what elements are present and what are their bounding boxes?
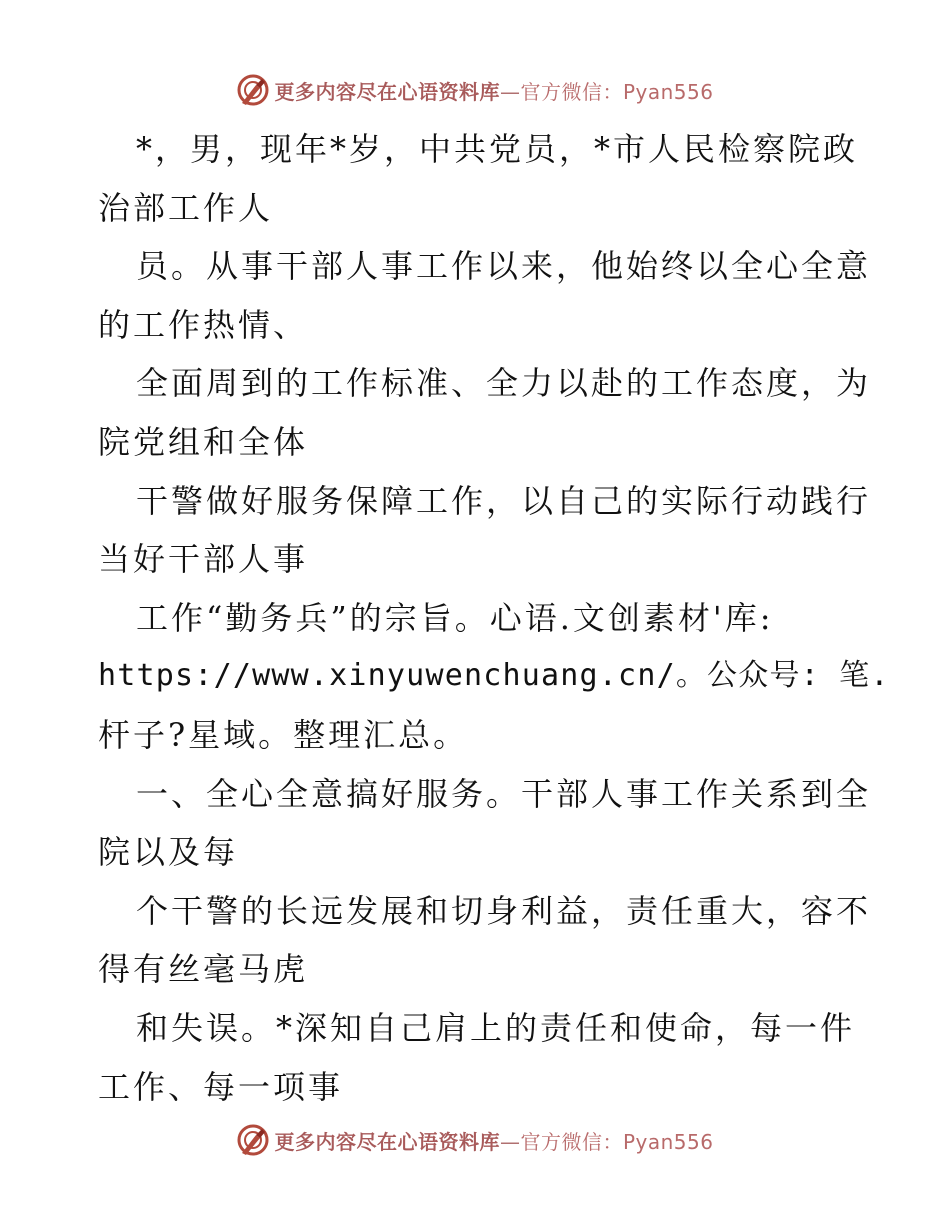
body-line: 一、全心全意搞好服务。干部人事工作关系到全 xyxy=(136,774,872,813)
body-line: 杆子?星域。整理汇总。 xyxy=(98,715,469,754)
body-line: 全面周到的工作标准、全力以赴的工作态度，为 xyxy=(136,364,872,403)
banner-dash: — xyxy=(499,1129,521,1154)
banner-main-text: 更多内容尽在心语资料库 xyxy=(274,79,500,104)
pen-circle-logo-icon xyxy=(236,73,270,107)
banner-wechat-text: 官方微信：Pyan556 xyxy=(520,79,714,104)
body-line: 工作“勤务兵”的宗旨。心语.文创素材'库: xyxy=(136,598,774,637)
body-line: 干警做好服务保障工作，以自己的实际行动践行 xyxy=(136,481,872,520)
body-line: 治部工作人 xyxy=(98,188,274,227)
banner-text xyxy=(274,76,713,105)
body-line: 的工作热情、 xyxy=(98,305,309,344)
footer-banner xyxy=(0,1120,950,1160)
body-line: 个干警的长远发展和切身利益，责任重大，容不 xyxy=(136,891,872,930)
body-line: 工作、每一项事 xyxy=(98,1067,344,1106)
body-line: *，男，现年*岁，中共党员，*市人民检察院政 xyxy=(136,130,859,168)
body-line: 院以及每 xyxy=(98,833,239,872)
banner-wechat-text: 官方微信：Pyan556 xyxy=(520,1129,714,1154)
document-body xyxy=(98,120,890,1116)
banner-dash: — xyxy=(499,79,521,104)
body-line: 当好干部人事 xyxy=(98,540,309,579)
body-line-url: https://www.xinyuwenchuang.cn/。公众号: 笔. xyxy=(98,658,890,694)
body-line: 员。从事干部人事工作以来，他始终以全心全意 xyxy=(136,247,872,286)
banner-text xyxy=(274,1126,713,1155)
banner-main-text: 更多内容尽在心语资料库 xyxy=(274,1129,500,1154)
body-line: 得有丝毫马虎 xyxy=(98,950,309,989)
body-line: 院党组和全体 xyxy=(98,422,309,461)
header-banner xyxy=(0,70,950,110)
pen-circle-logo-icon xyxy=(236,1123,270,1157)
body-line: 和失误。*深知自己肩上的责任和使命，每一件 xyxy=(136,1008,856,1047)
